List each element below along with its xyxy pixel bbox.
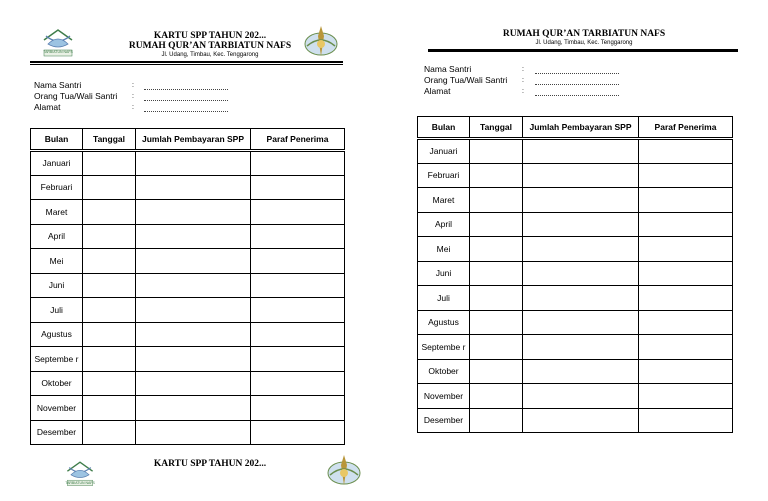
column-header: Jumlah Pembayaran SPP: [523, 117, 639, 139]
paraf-cell[interactable]: [639, 335, 733, 360]
table-row: [31, 249, 345, 274]
field-label-alamat: Alamat: [424, 86, 451, 96]
column-header: Tanggal: [470, 117, 523, 139]
footer-card-title: KARTU SPP TAHUN 202...: [153, 459, 267, 469]
nama-santri-field[interactable]: [144, 89, 228, 90]
table-row: [418, 335, 733, 360]
tanggal-cell[interactable]: [470, 237, 523, 262]
header-rule: [30, 61, 343, 63]
table-row: [31, 347, 345, 372]
table-row: [418, 384, 733, 409]
table-row: [31, 420, 345, 445]
table-row: [31, 200, 345, 225]
jumlah-cell[interactable]: [523, 359, 639, 384]
paraf-cell[interactable]: [639, 384, 733, 409]
month-cell: Juli: [31, 298, 83, 323]
orang-tua-field[interactable]: [144, 100, 228, 101]
table-row: [31, 322, 345, 347]
table-row: [418, 408, 733, 433]
tanggal-cell[interactable]: [83, 396, 136, 421]
month-cell: November: [418, 384, 470, 409]
paraf-cell[interactable]: [251, 322, 345, 347]
paraf-cell[interactable]: [251, 347, 345, 372]
column-header: Bulan: [418, 117, 470, 139]
colon: :: [522, 77, 524, 84]
column-header: Paraf Penerima: [251, 129, 345, 151]
colon: :: [522, 66, 524, 73]
jumlah-cell[interactable]: [136, 396, 251, 421]
tanggal-cell[interactable]: [470, 163, 523, 188]
jumlah-cell[interactable]: [523, 408, 639, 433]
month-label: Septembe r: [34, 353, 79, 364]
paraf-cell[interactable]: [639, 212, 733, 237]
table-row: [418, 359, 733, 384]
table-row: [418, 163, 733, 188]
colon: :: [522, 88, 524, 95]
month-cell: Oktober: [418, 359, 470, 384]
jumlah-cell[interactable]: [136, 200, 251, 225]
jumlah-cell[interactable]: [136, 298, 251, 323]
colon: :: [132, 93, 134, 100]
field-label-ortu: Orang Tua/Wali Santri: [34, 91, 118, 101]
month-cell: Desember: [418, 408, 470, 433]
kalimantan-timur-emblem-icon: [302, 24, 340, 60]
tanggal-cell[interactable]: [83, 322, 136, 347]
org-address: Jl. Udang, Timbau, Kec. Tenggarong: [161, 52, 259, 58]
jumlah-cell[interactable]: [523, 261, 639, 286]
paraf-cell[interactable]: [639, 163, 733, 188]
paraf-cell[interactable]: [251, 371, 345, 396]
month-cell: Februari: [418, 163, 470, 188]
colon: :: [132, 104, 134, 111]
payment-table: [417, 116, 733, 433]
jumlah-cell[interactable]: [523, 188, 639, 213]
tanggal-cell[interactable]: [83, 200, 136, 225]
tanggal-cell[interactable]: [470, 310, 523, 335]
paraf-cell[interactable]: [251, 273, 345, 298]
jumlah-cell[interactable]: [523, 163, 639, 188]
tanggal-cell[interactable]: [470, 359, 523, 384]
field-label-ortu: Orang Tua/Wali Santri: [424, 75, 508, 85]
jumlah-cell[interactable]: [523, 139, 639, 164]
table-row: [31, 224, 345, 249]
alamat-field[interactable]: [144, 111, 228, 112]
jumlah-cell[interactable]: [523, 237, 639, 262]
tanggal-cell[interactable]: [83, 273, 136, 298]
jumlah-cell[interactable]: [523, 335, 639, 360]
orang-tua-field[interactable]: [535, 84, 619, 85]
kalimantan-timur-emblem-icon: [325, 453, 363, 489]
tanggal-cell[interactable]: [470, 286, 523, 311]
month-cell: Mei: [31, 249, 83, 274]
month-cell: Agustus: [31, 322, 83, 347]
jumlah-cell[interactable]: [523, 212, 639, 237]
column-header: Paraf Penerima: [639, 117, 733, 139]
tarbiatun-nafs-logo-icon: [38, 26, 78, 58]
paraf-cell[interactable]: [251, 420, 345, 445]
tanggal-cell[interactable]: [83, 347, 136, 372]
paraf-cell[interactable]: [639, 261, 733, 286]
table-row: [31, 151, 345, 176]
jumlah-cell[interactable]: [523, 286, 639, 311]
org-name: RUMAH QUR’AN TARBIATUN NAFS: [128, 41, 292, 51]
paraf-cell[interactable]: [639, 286, 733, 311]
alamat-field[interactable]: [535, 95, 619, 96]
table-row: [418, 139, 733, 164]
tanggal-cell[interactable]: [83, 175, 136, 200]
month-cell: Desember: [31, 420, 83, 445]
tanggal-cell[interactable]: [470, 188, 523, 213]
org-address: Jl. Udang, Timbau, Kec. Tenggarong: [535, 40, 633, 46]
month-cell: November: [31, 396, 83, 421]
column-header: Bulan: [31, 129, 83, 151]
table-row: [418, 310, 733, 335]
paraf-cell[interactable]: [251, 396, 345, 421]
month-cell: Januari: [31, 151, 83, 176]
jumlah-cell[interactable]: [136, 347, 251, 372]
column-header: Tanggal: [83, 129, 136, 151]
table-row: [31, 273, 345, 298]
tanggal-cell[interactable]: [83, 298, 136, 323]
field-label-alamat: Alamat: [34, 102, 61, 112]
org-name: RUMAH QUR’AN TARBIATUN NAFS: [502, 29, 666, 39]
paraf-cell[interactable]: [639, 188, 733, 213]
table-row: [31, 371, 345, 396]
paraf-cell[interactable]: [251, 151, 345, 176]
tanggal-cell[interactable]: [470, 139, 523, 164]
tanggal-cell[interactable]: [470, 261, 523, 286]
month-cell: Mei: [418, 237, 470, 262]
table-row: [418, 188, 733, 213]
month-cell: Maret: [31, 200, 83, 225]
jumlah-cell[interactable]: [136, 175, 251, 200]
month-label: Septembe r: [421, 341, 466, 352]
month-cell: Februari: [31, 175, 83, 200]
table-row: [418, 286, 733, 311]
card-title: KARTU SPP TAHUN 202...: [153, 31, 267, 41]
payment-table: [30, 128, 345, 445]
month-cell: Maret: [418, 188, 470, 213]
table-header-row: [31, 129, 345, 151]
table-row: [31, 175, 345, 200]
tanggal-cell[interactable]: [470, 408, 523, 433]
colon: :: [132, 82, 134, 89]
logo-label: TARBIATUN NAFS: [43, 50, 73, 54]
jumlah-cell[interactable]: [523, 310, 639, 335]
table-row: [418, 261, 733, 286]
table-row: [418, 212, 733, 237]
tanggal-cell[interactable]: [83, 420, 136, 445]
jumlah-cell[interactable]: [136, 322, 251, 347]
paraf-cell[interactable]: [639, 408, 733, 433]
jumlah-cell[interactable]: [136, 224, 251, 249]
month-cell: Agustus: [418, 310, 470, 335]
paraf-cell[interactable]: [251, 224, 345, 249]
month-cell: [31, 347, 83, 372]
nama-santri-field[interactable]: [535, 73, 619, 74]
paraf-cell[interactable]: [639, 237, 733, 262]
header-rule: [428, 49, 738, 52]
column-header: Jumlah Pembayaran SPP: [136, 129, 251, 151]
month-cell: Juni: [31, 273, 83, 298]
month-cell: April: [31, 224, 83, 249]
field-label-nama: Nama Santri: [424, 64, 472, 74]
tanggal-cell[interactable]: [470, 384, 523, 409]
header-rule-thin: [30, 64, 343, 65]
table-row: [31, 396, 345, 421]
tanggal-cell[interactable]: [83, 249, 136, 274]
paraf-cell[interactable]: [639, 359, 733, 384]
logo-label: TARBIATUN NAFS: [65, 481, 95, 485]
month-cell: Januari: [418, 139, 470, 164]
jumlah-cell[interactable]: [136, 371, 251, 396]
month-cell: [418, 335, 470, 360]
month-cell: Juli: [418, 286, 470, 311]
paraf-cell[interactable]: [251, 249, 345, 274]
jumlah-cell[interactable]: [523, 384, 639, 409]
month-cell: Juni: [418, 261, 470, 286]
table-header-row: [418, 117, 733, 139]
table-row: [31, 298, 345, 323]
tanggal-cell[interactable]: [83, 371, 136, 396]
paraf-cell[interactable]: [639, 139, 733, 164]
month-cell: Oktober: [31, 371, 83, 396]
month-cell: April: [418, 212, 470, 237]
jumlah-cell[interactable]: [136, 151, 251, 176]
jumlah-cell[interactable]: [136, 420, 251, 445]
paraf-cell[interactable]: [251, 175, 345, 200]
tanggal-cell[interactable]: [83, 224, 136, 249]
tanggal-cell[interactable]: [83, 151, 136, 176]
field-label-nama: Nama Santri: [34, 80, 82, 90]
paraf-cell[interactable]: [251, 298, 345, 323]
tanggal-cell[interactable]: [470, 212, 523, 237]
paraf-cell[interactable]: [639, 310, 733, 335]
tarbiatun-nafs-logo-icon: [62, 458, 98, 488]
jumlah-cell[interactable]: [136, 273, 251, 298]
paraf-cell[interactable]: [251, 200, 345, 225]
tanggal-cell[interactable]: [470, 335, 523, 360]
jumlah-cell[interactable]: [136, 249, 251, 274]
table-row: [418, 237, 733, 262]
